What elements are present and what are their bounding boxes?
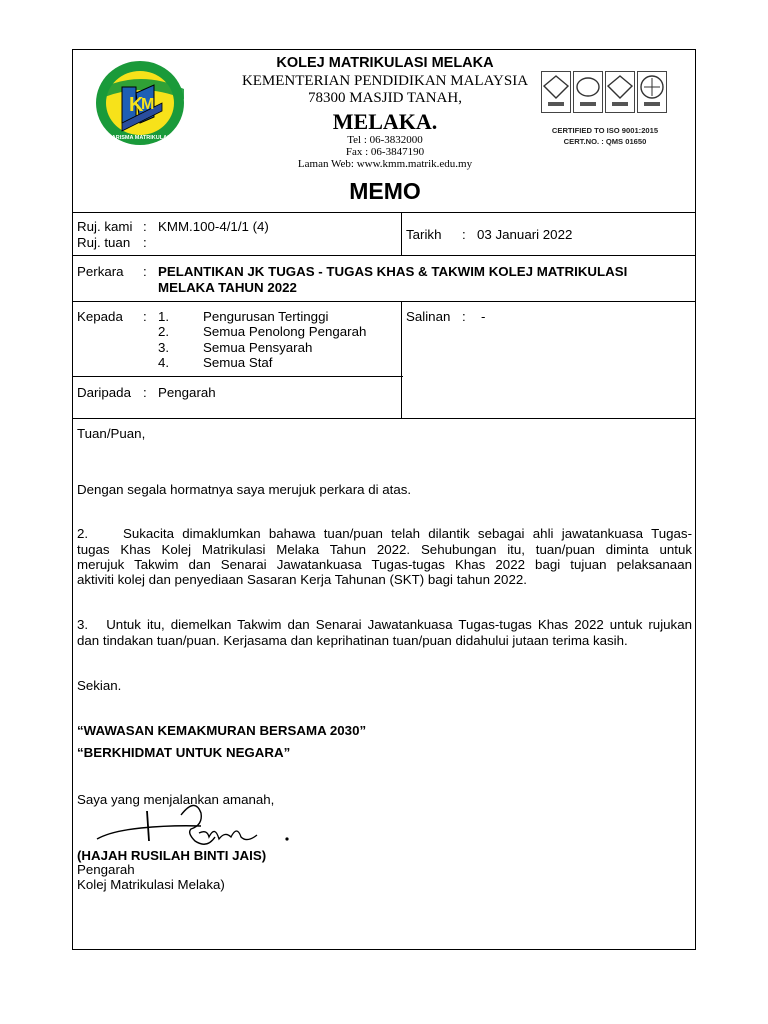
paragraph-3-line: dan tindakan tuan/puan. Kerjasama dan keprihatinan tuan/puan didahului jutaan terima kasih. xyxy=(77,633,628,648)
ruj-kami-label: Ruj. kami xyxy=(77,219,133,234)
perkara-label: Perkara xyxy=(77,264,124,279)
ruj-tuan-colon: : xyxy=(143,235,147,250)
daripada-value: Pengarah xyxy=(158,385,216,400)
perkara-subject-line1: PELANTIKAN JK TUGAS - TUGAS KHAS & TAKWIM KOLEJ MATRIKULASI xyxy=(158,264,628,279)
address-line: 78300 MASJID TANAH, xyxy=(308,90,462,106)
recipient-name: Semua Pensyarah xyxy=(203,340,313,355)
divider-line xyxy=(401,213,402,256)
telephone: Tel : 06-3832000 xyxy=(347,134,423,146)
ruj-kami-colon: : xyxy=(143,219,147,234)
slogan-wawasan: “WAWASAN KEMAKMURAN BERSAMA 2030” xyxy=(77,723,367,738)
divider-line xyxy=(73,418,695,419)
recipient-name: Semua Penolong Pengarah xyxy=(203,324,367,339)
paragraph-2-line: Sukacita dimaklumkan bahawa tuan/puan telah dilantik sebagai ahli jawatankuasa Tugas- xyxy=(123,526,692,541)
recipient-number: 2. xyxy=(158,324,170,339)
state-name: MELAKA. xyxy=(332,109,438,134)
svg-text:K: K xyxy=(129,94,144,116)
ministry-name: KEMENTERIAN PENDIDIKAN MALAYSIA xyxy=(241,73,529,89)
cert-number: CERT.NO. : QMS 01650 xyxy=(563,137,647,146)
tarikh-value: 03 Januari 2022 xyxy=(477,227,573,242)
signatory-title: Pengarah xyxy=(77,862,135,877)
recipient-number: 3. xyxy=(158,340,170,355)
slogan-berkhidmat: “BERKHIDMAT UNTUK NEGARA” xyxy=(77,745,291,760)
logo-text: KARISMA MATRIKULASI xyxy=(107,135,173,141)
closing-word: Sekian. xyxy=(77,678,122,693)
website: Laman Web: www.kmm.matrik.edu.my xyxy=(297,158,473,170)
memo-document xyxy=(72,49,696,950)
salinan-colon: : xyxy=(462,309,466,324)
paragraph-2-line: aktiviti kolej dan penyediaan Sasaran Kerja Tahunan (SKT) bagi tahun 2022. xyxy=(77,572,527,587)
perkara-subject-line2: MELAKA TAHUN 2022 xyxy=(158,280,297,295)
svg-text:M: M xyxy=(141,96,155,113)
iso-certification xyxy=(541,71,669,155)
ruj-tuan-label: Ruj. tuan xyxy=(77,235,131,250)
salinan-value: - xyxy=(481,309,486,324)
tarikh-label: Tarikh xyxy=(406,227,442,242)
signatory-organization: Kolej Matrikulasi Melaka) xyxy=(77,877,225,892)
tarikh-colon: : xyxy=(462,227,466,242)
paragraph-2-line: merujuk Takwim dan Senarai Jawatankuasa Tugas-tugas Khas 2022 bagi tujuan pelaksanaan xyxy=(77,557,692,572)
kepada-colon: : xyxy=(143,309,147,324)
quality-system-badge-icon xyxy=(605,71,635,113)
ruj-kami-value: KMM.100-4/1/1 (4) xyxy=(158,219,269,234)
fax: Fax : 06-3847190 xyxy=(345,146,425,158)
divider-line xyxy=(73,212,695,213)
recipient-name: Pengurusan Tertinggi xyxy=(203,309,329,324)
daripada-label: Daripada xyxy=(77,385,131,400)
paragraph-3-line: 3. Untuk itu, diemelkan Takwim dan Senarai Jawatankuasa Tugas-tugas Khas 2022 untuk rujukan xyxy=(77,617,692,632)
tuv-badge-icon xyxy=(573,71,603,113)
sign-off: Saya yang menjalankan amanah, xyxy=(77,792,275,807)
recipient-name: Semua Staf xyxy=(203,355,273,370)
cert-standard: CERTIFIED TO ISO 9001:2015 xyxy=(551,126,659,135)
opening-line: Dengan segala hormatnya saya merujuk perkara di atas. xyxy=(77,482,412,497)
daripada-colon: : xyxy=(143,385,147,400)
divider-line xyxy=(73,255,695,256)
recipient-number: 4. xyxy=(158,355,170,370)
paragraph-2-line: tugas Khas Kolej Matrikulasi Melaka Tahun 2022. Sehubungan itu, tuan/puan diminta untuk xyxy=(77,542,692,557)
paragraph-number: 2. xyxy=(77,526,89,541)
recipient-number: 1. xyxy=(158,309,170,324)
memo-title: MEMO xyxy=(349,178,421,204)
kepada-label: Kepada xyxy=(77,309,123,324)
salutation: Tuan/Puan, xyxy=(77,426,146,441)
perkara-colon: : xyxy=(143,264,147,279)
signatory-name: (HAJAH RUSILAH BINTI JAIS) xyxy=(77,848,267,863)
college-name: KOLEJ MATRIKULASI MELAKA xyxy=(276,55,494,71)
quality-badge-icon xyxy=(541,71,571,113)
handwritten-signature xyxy=(91,795,311,855)
divider-line xyxy=(73,301,695,302)
divider-line xyxy=(73,376,403,377)
salinan-label: Salinan xyxy=(406,309,451,324)
iqnet-badge-icon xyxy=(637,71,667,113)
divider-line xyxy=(401,302,402,419)
